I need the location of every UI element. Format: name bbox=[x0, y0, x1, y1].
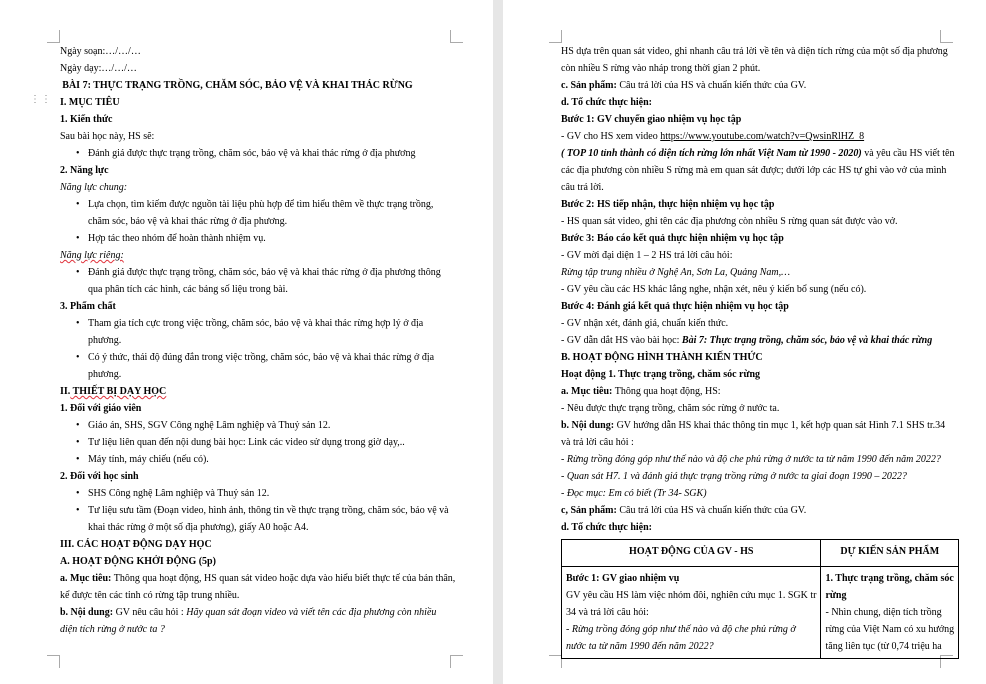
list-item: • Lựa chọn, tìm kiếm được nguồn tài liệu phù hợp để tìm hiểu thêm về thực trạng trồng, bbox=[60, 196, 445, 213]
cell-line: GV yêu cầu HS làm việc nhóm đôi, nghiên cứu mục 1. SGK tr bbox=[566, 590, 817, 601]
page-corner-mark bbox=[47, 30, 60, 43]
page-corner-mark bbox=[940, 30, 953, 43]
product-text: Câu trả lời của HS và chuẩn kiến thức của GV. bbox=[616, 80, 807, 91]
activity-1-product-text: Câu trả lời của HS và chuẩn kiến thức của GV. bbox=[616, 505, 807, 516]
warmup-question-continuation: diện tích rừng ở nước ta ? bbox=[60, 624, 165, 635]
warmup-goal-continuation: kể được tên các tỉnh có rừng tập trung nhiều. bbox=[60, 590, 240, 601]
step-3-answer: Rừng tập trung nhiều ở Nghệ An, Sơn La, Quảng Nam,… bbox=[561, 267, 791, 278]
list-item: • Đánh giá được thực trạng trồng, chăm sóc, bảo vệ và khai thác rừng ở địa phương thông bbox=[60, 264, 445, 281]
youtube-video-link[interactable]: https://www.youtube.com/watch?v=QwsinRlHZ_8 bbox=[660, 131, 865, 142]
activity-1-product-label: c, Sản phẩm: bbox=[561, 505, 617, 516]
activity-table bbox=[561, 539, 959, 659]
list-item: • SHS Công nghệ Lâm nghiệp và Thuỷ sản 12. bbox=[60, 485, 445, 502]
cell-line: nước ta từ năm 1990 đến năm 2022? bbox=[566, 641, 714, 652]
table-cell[interactable] bbox=[562, 567, 821, 659]
organization-label: d. Tổ chức thực hiện: bbox=[561, 97, 652, 108]
paragraph-line: còn nhiều S rừng vào nháp trong thời gian 2 phút. bbox=[561, 63, 761, 74]
step-3-heading: Bước 3: Báo cáo kết quả thực hiện nhiệm vụ học tập bbox=[561, 233, 784, 244]
step-1-heading: Bước 1: GV chuyển giao nhiệm vụ học tập bbox=[561, 114, 742, 125]
step-1-line bbox=[561, 145, 955, 162]
heading-competence: 2. Năng lực bbox=[60, 165, 109, 176]
activity-1-organization-label: d. Tổ chức thực hiện: bbox=[561, 522, 652, 533]
document-page-right bbox=[503, 0, 986, 684]
warmup-goal-text: Thông qua hoạt động, HS quan sát video hoặc dựa vào hiểu biết thực tế của bản thân, bbox=[111, 573, 456, 584]
activity-1-content-text: GV hướng dẫn HS khai thác thông tin mục 1, kết hợp quan sát Hình 7.1 SHS tr.34 bbox=[614, 420, 946, 431]
specific-competence-label: Năng lực riêng: bbox=[60, 250, 124, 261]
table-header-cell[interactable]: HOẠT ĐỘNG CỦA GV - HS bbox=[562, 540, 821, 567]
knowledge-intro: Sau bài học này, HS sẽ: bbox=[60, 131, 155, 142]
list-item-continuation: qua phân tích các hình, các bảng số liệu trong bài. bbox=[88, 284, 288, 295]
cell-title: 1. Thực trạng trồng, chăm sóc bbox=[825, 573, 954, 584]
step-3-line: - GV yêu cầu các HS khác lắng nghe, nhận xét, nêu ý kiến bổ sung (nếu có). bbox=[561, 284, 867, 295]
step-4-heading: Bước 4: Đánh giá kết quả thực hiện nhiệm vụ học tập bbox=[561, 301, 789, 312]
list-item: • Tư liệu sưu tầm (Đoạn video, hình ảnh, thông tin về thực trạng trồng, chăm sóc, bảo vệ và bbox=[60, 502, 445, 519]
heading-objectives: I. MỤC TIÊU bbox=[60, 97, 120, 108]
warmup-content bbox=[60, 604, 445, 621]
warmup-question: Hãy quan sát đoạn video và viết tên các địa phương còn nhiều bbox=[186, 607, 437, 618]
table-header-cell[interactable]: DỰ KIẾN SẢN PHẨM bbox=[821, 540, 959, 567]
step-1-line: các địa phương còn nhiều S rừng mà em quan sát được; dưới lớp các HS tự ghi vào vở của mình bbox=[561, 165, 947, 176]
heading-for-teacher: 1. Đối với giáo viên bbox=[60, 403, 142, 414]
activity-1-question: - Rừng trồng đóng góp như thế nào và độ che phủ rừng ở nước ta từ năm 1990 đến năm 2022? bbox=[561, 454, 941, 465]
cell-line: 34 và trả lời câu hỏi: bbox=[566, 607, 649, 618]
product-line bbox=[561, 77, 951, 94]
activity-1-content-line: và trả lời câu hỏi : bbox=[561, 437, 634, 448]
general-competence-label: Năng lực chung: bbox=[60, 182, 128, 193]
warmup-content-text: GV nêu câu hỏi : bbox=[113, 607, 187, 618]
heading-for-student: 2. Đối với học sinh bbox=[60, 471, 139, 482]
heading-activities: III. CÁC HOẠT ĐỘNG DẠY HỌC bbox=[60, 539, 212, 550]
cell-line: - Rừng trồng đóng góp như thế nào và độ che phủ rừng ở bbox=[566, 624, 796, 635]
step-3-line: - GV mời đại diện 1 – 2 HS trả lời câu hỏi: bbox=[561, 250, 733, 261]
step-4-text: - GV dẫn dắt HS vào bài học: bbox=[561, 335, 682, 346]
activity-1-question: - Quan sát H7. 1 và đánh giá thực trạng trồng rừng ở nước ta giai đoạn 1990 – 2022? bbox=[561, 471, 907, 482]
heading-equipment-text: THIẾT BỊ DẠY HỌC bbox=[70, 386, 167, 397]
list-item: • Tư liệu liên quan đến nội dung bài học: Link các video sử dụng trong giờ dạy,.. bbox=[60, 434, 445, 451]
list-item: • Hợp tác theo nhóm để hoàn thành nhiệm vụ. bbox=[60, 230, 445, 247]
list-item-continuation: phương. bbox=[88, 335, 122, 346]
list-item: • Tham gia tích cực trong việc trồng, chăm sóc, bảo vệ và khai thác rừng hợp lý ở địa bbox=[60, 315, 445, 332]
page-corner-mark bbox=[47, 655, 60, 668]
warmup-goal bbox=[60, 570, 456, 587]
step-4-line bbox=[561, 332, 951, 349]
date-taught: Ngày dạy:…/…/… bbox=[60, 63, 137, 74]
warmup-goal-label: a. Mục tiêu: bbox=[60, 573, 112, 584]
step-2-line: - HS quan sát video, ghi tên các địa phương còn nhiều S rừng quan sát được vào vở. bbox=[561, 216, 898, 227]
heading-activity-1: Hoạt động 1. Thực trạng trồng, chăm sóc rừng bbox=[561, 369, 761, 380]
cell-line: tăng liên tục (từ 0,74 triệu ha bbox=[825, 641, 942, 652]
activity-1-goal-label: a. Mục tiêu: bbox=[561, 386, 613, 397]
table-row bbox=[562, 567, 959, 659]
list-item: • Máy tính, máy chiếu (nếu có). bbox=[60, 451, 445, 468]
activity-1-goal-text: Thông qua hoạt động, HS: bbox=[612, 386, 721, 397]
step-1-line bbox=[561, 128, 951, 145]
heading-warmup: A. HOẠT ĐỘNG KHỞI ĐỘNG (5p) bbox=[60, 556, 216, 567]
step-1-text: - GV cho HS xem video bbox=[561, 131, 661, 142]
activity-1-question: - Đọc mục: Em có biết (Tr 34- SGK) bbox=[561, 488, 707, 499]
warmup-content-label: b. Nội dung: bbox=[60, 607, 114, 618]
activity-1-goal-line: - Nêu được thực trạng trồng, chăm sóc rừng ở nước ta. bbox=[561, 403, 780, 414]
cell-line: rừng của Việt Nam có xu hướng bbox=[825, 624, 955, 635]
table-cell[interactable] bbox=[821, 567, 959, 659]
list-item-continuation: chăm sóc, bảo vệ và khai thác rừng ở địa phương. bbox=[88, 216, 288, 227]
lesson-intro-title: Bài 7: Thực trạng trồng, chăm sóc, bảo vệ và khai thác rừng bbox=[681, 335, 933, 346]
list-item-continuation: khai thác rừng ở một số địa phương), giấy A0 hoặc A4. bbox=[88, 522, 309, 533]
step-1-text: và yêu cầu HS viết tên bbox=[861, 148, 955, 159]
activity-1-product bbox=[561, 502, 951, 519]
heading-section-b: B. HOẠT ĐỘNG HÌNH THÀNH KIẾN THỨC bbox=[561, 352, 763, 363]
table-move-handle-icon[interactable]: ⋮⋮ bbox=[30, 94, 52, 105]
lesson-title: BÀI 7: THỰC TRẠNG TRỒNG, CHĂM SÓC, BẢO VỆ VÀ KHAI THÁC RỪNG bbox=[62, 80, 413, 91]
paragraph-line: HS dựa trên quan sát video, ghi nhanh câu trả lời về tên và diện tích rừng của một số địa phương bbox=[561, 46, 948, 57]
heading-equipment-number: II. bbox=[60, 386, 71, 397]
date-prepared: Ngày soạn:…/…/… bbox=[60, 46, 141, 57]
cell-line: - Nhìn chung, diện tích trồng bbox=[825, 607, 942, 618]
list-item: • Giáo án, SHS, SGV Công nghệ Lâm nghiệp và Thuỷ sản 12. bbox=[60, 417, 445, 434]
step-4-line: - GV nhận xét, đánh giá, chuẩn kiến thức. bbox=[561, 318, 729, 329]
table-header-row bbox=[562, 540, 959, 567]
page-right-content bbox=[561, 43, 955, 659]
page-corner-mark bbox=[450, 30, 463, 43]
activity-1-content bbox=[561, 417, 951, 434]
page-corner-mark bbox=[450, 655, 463, 668]
page-left-content bbox=[60, 43, 456, 638]
cell-title: Bước 1: GV giao nhiệm vụ bbox=[566, 573, 680, 584]
list-item: • Có ý thức, thái độ đúng đắn trong việc trồng, chăm sóc, bảo vệ và khai thác rừng ở địa bbox=[60, 349, 445, 366]
product-label: c. Sản phẩm: bbox=[561, 80, 617, 91]
activity-1-content-label: b. Nội dung: bbox=[561, 420, 615, 431]
video-title: ( TOP 10 tỉnh thành có diện tích rừng lớn nhất Việt Nam từ 1990 - 2020) bbox=[561, 148, 862, 159]
cell-title: rừng bbox=[825, 590, 847, 601]
step-2-heading: Bước 2: HS tiếp nhận, thực hiện nhiệm vụ học tập bbox=[561, 199, 775, 210]
list-item: • Đánh giá được thực trạng trồng, chăm sóc, bảo vệ và khai thác rừng ở địa phương bbox=[60, 145, 445, 162]
heading-qualities: 3. Phẩm chất bbox=[60, 301, 116, 312]
page-corner-mark bbox=[549, 30, 562, 43]
step-1-line: câu trả lời. bbox=[561, 182, 604, 193]
heading-knowledge: 1. Kiến thức bbox=[60, 114, 113, 125]
activity-1-goal bbox=[561, 383, 951, 400]
heading-equipment bbox=[60, 383, 445, 400]
list-item-continuation: phương. bbox=[88, 369, 122, 380]
